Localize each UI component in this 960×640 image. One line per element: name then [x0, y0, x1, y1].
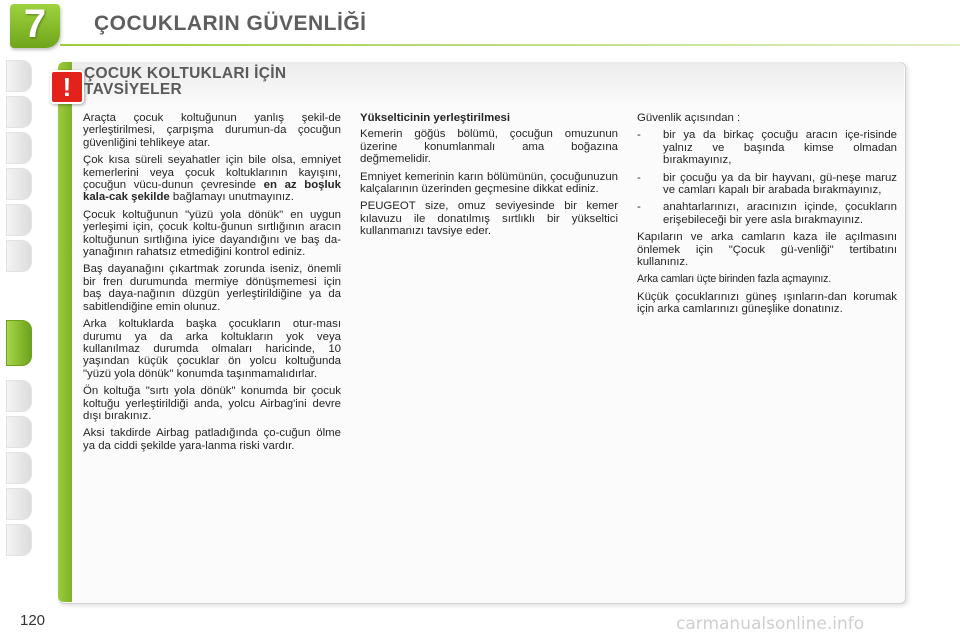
- paragraph-intro: Güvenlik açısından :: [637, 112, 741, 124]
- list-item-text: bir ya da birkaç çocuğu aracın içe-risinde yalnız ve başında kimse olmadan bırakmayınız,: [663, 129, 897, 167]
- side-tab-strip: [0, 60, 36, 580]
- side-tab-active[interactable]: [6, 320, 32, 366]
- list-item-text: anahtarlarınızı, aracınızın içinde, çocukların erişebileceği bir yere asla bırakmayınız.: [663, 201, 897, 226]
- paragraph: Emniyet kemerinin karın bölümünün, çocuğunuzun kalçalarının üzerinden geçmesine dikkat ediniz.: [360, 170, 618, 196]
- paragraph: Aksi takdirde Airbag patladığında ço-cuğun ölme ya da ciddi şekilde yara-lanma riski vardır.: [83, 427, 341, 452]
- text-run: bağlamayı unutmayınız.: [169, 191, 294, 204]
- paragraph: Kemerin göğüs bölümü, çocuğun omuzunun üzerine konumlanmalı ama boğazına değmemelidir.: [360, 128, 618, 166]
- side-tab-6[interactable]: [6, 240, 32, 272]
- exclamation-mark: !: [62, 72, 72, 102]
- paragraph: Ön koltuğa "sırtı yola dönük" konumda bir çocuk koltuğu yerleştirildiği anda, yolcu Airbag'ini devre dışı bırakınız.: [83, 385, 341, 422]
- column-3: [637, 112, 897, 321]
- side-tab-1[interactable]: [6, 60, 32, 92]
- warning-icon: [50, 70, 84, 104]
- emphasis-text: en az boşluk kala-cak şekilde: [83, 179, 341, 204]
- paragraph: Çocuk koltuğunun "yüzü yola dönük" en uygun yerleşimi için, çocuk koltu-ğunun sırtlığının aracın koltuğunun sırtlığına iyice dayandığını ve baş da-yanağının rahatsız etmediğini kontrol ediniz.: [83, 208, 341, 259]
- side-tab-2[interactable]: [6, 96, 32, 128]
- column-2: [360, 112, 618, 243]
- list-item: [637, 172, 897, 197]
- subheading: Yükselticinin yerleştirilmesi: [360, 112, 511, 124]
- chapter-header: [0, 0, 960, 50]
- side-tab-8[interactable]: [6, 380, 32, 412]
- paragraph-seatbelt: [83, 154, 341, 204]
- paragraph: Baş dayanağını çıkartmak zorunda iseniz, önemli bir fren durumunda mermiye dönüşmemesi için baş daya-nağının düzgün yerleştirildiğine ya da sabitlendiğine emin olunuz.: [83, 263, 341, 313]
- side-tab-12[interactable]: [6, 524, 32, 556]
- bullet-dash: -: [637, 201, 641, 214]
- paragraph: Araçta çocuk koltuğunun yanlış şekil-de yerleştirilmesi, çarpışma durumun-da çocuğun güvenliğini tehlikeye atar.: [83, 112, 341, 149]
- side-tab-9[interactable]: [6, 416, 32, 448]
- bullet-dash: -: [637, 171, 641, 184]
- list-item: [637, 201, 897, 226]
- paragraph: Arka koltuklarda başka çocukların otur-ması durumu ya da arka koltukların yok veya kullanılmaz durumda olmaları haricinde, 10 yaşından küçük çocuklar ön yolcu koltuğunda "yüzü yola dönük" konumda taşınmamalıdırlar.: [83, 318, 341, 380]
- list-item: [637, 129, 897, 166]
- paragraph: Küçük çocuklarınızı güneş ışınların-dan korumak için arka camlarınızı güneşlike donatınız.: [637, 290, 897, 316]
- panel-accent-strip: [58, 62, 72, 602]
- watermark: carmanualsonline.info: [676, 614, 865, 634]
- side-tab-4[interactable]: [6, 168, 32, 200]
- text-run: Çok kısa süreli seyahatler için bile olsa, emniyet kemerlerini veya çocuk koltuklarının kayışını, çocuğun vücu-dunun çevresinde: [83, 154, 341, 192]
- paragraph: Kapıların ve arka camların kaza ile açılmasını önlemek için "Çocuk gü-venliği" tertibatını kullanınız.: [637, 231, 897, 269]
- page-number: 120: [20, 612, 46, 629]
- section-title: [84, 66, 384, 98]
- column-1: [83, 112, 341, 457]
- chapter-title: ÇOCUKLARIN GÜVENLİĞİ: [94, 12, 367, 35]
- side-tab-5[interactable]: [6, 204, 32, 236]
- side-tab-10[interactable]: [6, 452, 32, 484]
- side-tab-11[interactable]: [6, 488, 32, 520]
- chapter-badge: [10, 4, 60, 48]
- section-title-line-2: TAVSİYELER: [84, 81, 183, 98]
- paragraph: PEUGEOT size, omuz seviyesinde bir kemer kılavuzu ile donatılmış sırtlıklı bir yükseltici kullanmanızı tavsiye eder.: [360, 200, 618, 238]
- chapter-number: 7: [23, 2, 47, 46]
- bullet-dash: -: [637, 129, 641, 142]
- side-tab-3[interactable]: [6, 132, 32, 164]
- header-divider: [60, 44, 960, 46]
- list-item-text: bir çocuğu ya da bir hayvanı, gü-neşe maruz ve camları kapalı bir arabada bırakmayınız,: [663, 171, 897, 197]
- note-text: Arka camları üçte birinden fazla açmayınız.: [637, 273, 831, 286]
- section-title-line-1: ÇOCUK KOLTUKLARI İÇİN: [84, 65, 287, 82]
